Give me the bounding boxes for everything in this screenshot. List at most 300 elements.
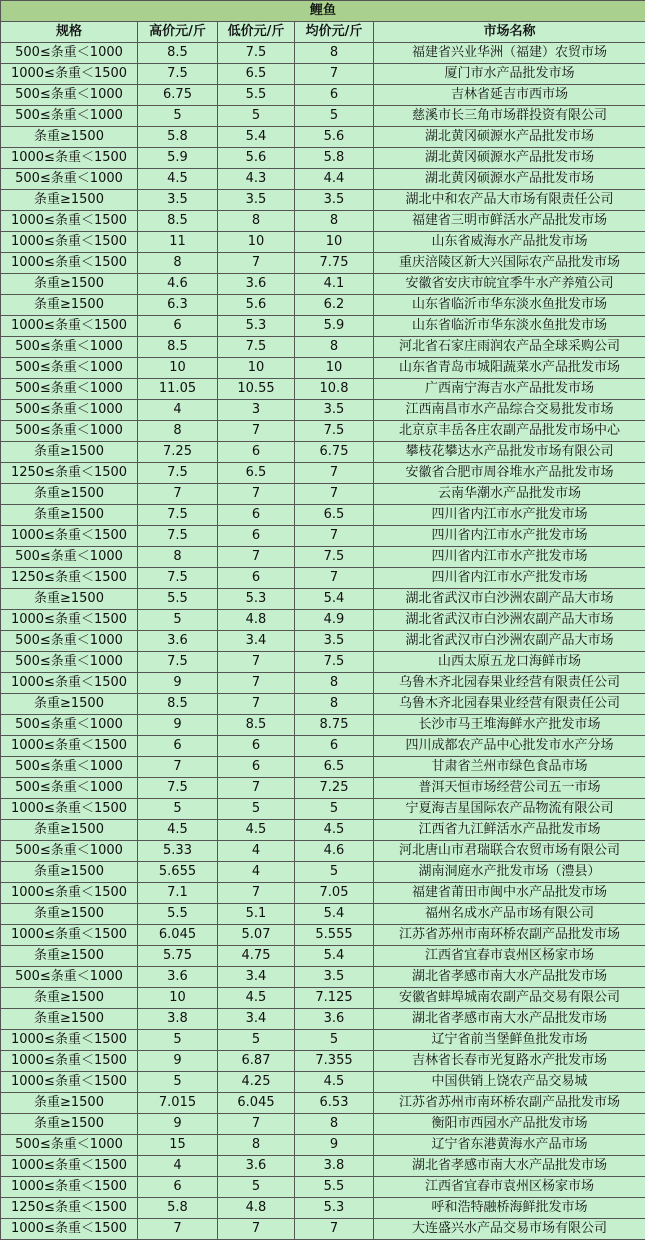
cell-high-price: 8: [138, 547, 218, 568]
cell-low-price: 7.5: [218, 43, 295, 64]
table-row: [1, 547, 645, 568]
cell-avg-price: 5.4: [295, 589, 374, 610]
cell-market-name: 乌鲁木齐北园春果业经营有限责任公司: [374, 694, 645, 715]
cell-avg-price: 5.4: [295, 946, 374, 967]
cell-avg-price: 7: [295, 484, 374, 505]
cell-spec: 500≤条重＜1000: [1, 652, 138, 673]
table-row: [1, 673, 645, 694]
cell-high-price: 8: [138, 253, 218, 274]
cell-avg-price: 8: [295, 211, 374, 232]
table-row: [1, 505, 645, 526]
cell-avg-price: 8: [295, 694, 374, 715]
cell-high-price: 5.5: [138, 904, 218, 925]
table-row: [1, 1114, 645, 1135]
table-row: [1, 1051, 645, 1072]
cell-high-price: 3.8: [138, 1009, 218, 1030]
cell-market-name: 福州名成水产品市场有限公司: [374, 904, 645, 925]
cell-avg-price: 5.5: [295, 1177, 374, 1198]
cell-market-name: 山东省临沂市华东淡水鱼批发市场: [374, 316, 645, 337]
cell-avg-price: 8: [295, 673, 374, 694]
cell-low-price: 6: [218, 736, 295, 757]
cell-avg-price: 6.5: [295, 505, 374, 526]
cell-avg-price: 5.555: [295, 925, 374, 946]
cell-avg-price: 6.2: [295, 295, 374, 316]
header-high-price: 高价元/斤: [138, 22, 218, 43]
cell-low-price: 5.3: [218, 589, 295, 610]
cell-high-price: 3.6: [138, 967, 218, 988]
table-row: [1, 463, 645, 484]
table-row: [1, 1156, 645, 1177]
cell-avg-price: 4.9: [295, 610, 374, 631]
cell-high-price: 9: [138, 1114, 218, 1135]
table-row: [1, 883, 645, 904]
cell-market-name: 安徽省蚌埠城南农副产品交易有限公司: [374, 988, 645, 1009]
cell-spec: 1000≤条重＜1500: [1, 925, 138, 946]
cell-avg-price: 5.6: [295, 127, 374, 148]
cell-high-price: 7.5: [138, 505, 218, 526]
cell-high-price: 4: [138, 400, 218, 421]
table-row: [1, 316, 645, 337]
cell-market-name: 辽宁省东港黄海水产品市场: [374, 1135, 645, 1156]
cell-spec: 条重≥1500: [1, 820, 138, 841]
cell-avg-price: 10: [295, 232, 374, 253]
cell-high-price: 7.25: [138, 442, 218, 463]
cell-low-price: 3: [218, 400, 295, 421]
table-row: [1, 904, 645, 925]
cell-high-price: 8.5: [138, 211, 218, 232]
cell-market-name: 河北唐山市君瑞联合农贸市场有限公司: [374, 841, 645, 862]
cell-high-price: 6.3: [138, 295, 218, 316]
cell-avg-price: 7.5: [295, 652, 374, 673]
cell-spec: 条重≥1500: [1, 127, 138, 148]
cell-market-name: 甘肃省兰州市绿色食品市场: [374, 757, 645, 778]
cell-spec: 500≤条重＜1000: [1, 358, 138, 379]
cell-spec: 条重≥1500: [1, 484, 138, 505]
table-row: [1, 1219, 645, 1240]
cell-high-price: 6.75: [138, 85, 218, 106]
cell-avg-price: 7: [295, 568, 374, 589]
table-row: [1, 631, 645, 652]
cell-low-price: 5: [218, 1030, 295, 1051]
table-row: [1, 148, 645, 169]
cell-high-price: 7.5: [138, 526, 218, 547]
cell-spec: 条重≥1500: [1, 505, 138, 526]
cell-high-price: 5: [138, 1072, 218, 1093]
cell-spec: 1000≤条重＜1500: [1, 1156, 138, 1177]
cell-low-price: 6: [218, 568, 295, 589]
cell-spec: 条重≥1500: [1, 274, 138, 295]
table-row: [1, 190, 645, 211]
cell-spec: 500≤条重＜1000: [1, 841, 138, 862]
cell-high-price: 5: [138, 1030, 218, 1051]
cell-market-name: 辽宁省前当堡鲜鱼批发市场: [374, 1030, 645, 1051]
cell-spec: 1000≤条重＜1500: [1, 1177, 138, 1198]
table-row: [1, 610, 645, 631]
cell-market-name: 江西省宜春市袁州区杨家市场: [374, 946, 645, 967]
cell-avg-price: 3.5: [295, 400, 374, 421]
cell-low-price: 5: [218, 1177, 295, 1198]
cell-avg-price: 4.5: [295, 820, 374, 841]
cell-avg-price: 7.25: [295, 778, 374, 799]
cell-low-price: 5.6: [218, 148, 295, 169]
table-row: [1, 526, 645, 547]
cell-spec: 500≤条重＜1000: [1, 43, 138, 64]
cell-spec: 1250≤条重＜1500: [1, 1198, 138, 1219]
cell-avg-price: 7: [295, 1219, 374, 1240]
cell-avg-price: 8: [295, 1114, 374, 1135]
cell-spec: 1000≤条重＜1500: [1, 736, 138, 757]
cell-spec: 条重≥1500: [1, 694, 138, 715]
cell-market-name: 江苏省苏州市南环桥农副产品批发市场: [374, 925, 645, 946]
cell-market-name: 山东省威海水产品批发市场: [374, 232, 645, 253]
cell-market-name: 吉林省延吉市西市场: [374, 85, 645, 106]
cell-high-price: 5.5: [138, 589, 218, 610]
table-row: [1, 274, 645, 295]
table-row: [1, 736, 645, 757]
cell-spec: 条重≥1500: [1, 442, 138, 463]
cell-market-name: 江西南昌市水产品综合交易批发市场: [374, 400, 645, 421]
cell-market-name: 宁夏海吉星国际农产品物流有限公司: [374, 799, 645, 820]
cell-avg-price: 7.75: [295, 253, 374, 274]
cell-low-price: 7: [218, 1114, 295, 1135]
cell-spec: 条重≥1500: [1, 1114, 138, 1135]
cell-spec: 条重≥1500: [1, 946, 138, 967]
cell-low-price: 6.87: [218, 1051, 295, 1072]
cell-high-price: 6: [138, 316, 218, 337]
cell-low-price: 5.1: [218, 904, 295, 925]
cell-avg-price: 9: [295, 1135, 374, 1156]
cell-spec: 1000≤条重＜1500: [1, 1051, 138, 1072]
cell-avg-price: 4.6: [295, 841, 374, 862]
cell-avg-price: 5.8: [295, 148, 374, 169]
cell-market-name: 厦门市水产品批发市场: [374, 64, 645, 85]
cell-low-price: 6.045: [218, 1093, 295, 1114]
cell-high-price: 5.655: [138, 862, 218, 883]
cell-avg-price: 8: [295, 337, 374, 358]
cell-spec: 1000≤条重＜1500: [1, 316, 138, 337]
table-row: [1, 484, 645, 505]
cell-avg-price: 6.53: [295, 1093, 374, 1114]
table-row: [1, 694, 645, 715]
cell-high-price: 5: [138, 106, 218, 127]
cell-high-price: 5.8: [138, 1198, 218, 1219]
cell-low-price: 7: [218, 1219, 295, 1240]
cell-avg-price: 6: [295, 85, 374, 106]
cell-low-price: 5: [218, 799, 295, 820]
cell-avg-price: 4.1: [295, 274, 374, 295]
cell-spec: 1000≤条重＜1500: [1, 64, 138, 85]
cell-market-name: 湖北省武汉市白沙洲农副产品大市场: [374, 631, 645, 652]
cell-spec: 1000≤条重＜1500: [1, 799, 138, 820]
header-spec: 规格: [1, 22, 138, 43]
cell-high-price: 5: [138, 610, 218, 631]
table-row: [1, 85, 645, 106]
table-row: [1, 379, 645, 400]
cell-spec: 500≤条重＜1000: [1, 106, 138, 127]
cell-market-name: 乌鲁木齐北园春果业经营有限责任公司: [374, 673, 645, 694]
cell-market-name: 福建省莆田市闽中水产品批发市场: [374, 883, 645, 904]
cell-market-name: 大连盛兴水产品交易市场有限公司: [374, 1219, 645, 1240]
cell-avg-price: 8: [295, 43, 374, 64]
cell-spec: 1000≤条重＜1500: [1, 883, 138, 904]
cell-low-price: 7: [218, 694, 295, 715]
cell-avg-price: 4.4: [295, 169, 374, 190]
table-row: [1, 778, 645, 799]
cell-low-price: 6: [218, 442, 295, 463]
table-row: [1, 862, 645, 883]
table-row: [1, 1198, 645, 1219]
cell-low-price: 4.75: [218, 946, 295, 967]
cell-market-name: 湖北省孝感市南大水产品批发市场: [374, 967, 645, 988]
cell-market-name: 湖北黄冈硕源水产品批发市场: [374, 169, 645, 190]
cell-market-name: 山东省临沂市华东淡水鱼批发市场: [374, 295, 645, 316]
cell-market-name: 湖北省武汉市白沙洲农副产品大市场: [374, 610, 645, 631]
cell-market-name: 福建省三明市鲜活水产品批发市场: [374, 211, 645, 232]
cell-high-price: 6: [138, 736, 218, 757]
cell-high-price: 10: [138, 358, 218, 379]
cell-high-price: 8.5: [138, 694, 218, 715]
table-row: [1, 337, 645, 358]
cell-low-price: 10: [218, 358, 295, 379]
cell-high-price: 9: [138, 673, 218, 694]
table-row: [1, 106, 645, 127]
cell-avg-price: 6.75: [295, 442, 374, 463]
cell-low-price: 3.4: [218, 631, 295, 652]
cell-market-name: 广西南宁海吉水产品批发市场: [374, 379, 645, 400]
cell-high-price: 5.8: [138, 127, 218, 148]
cell-low-price: 4.8: [218, 1198, 295, 1219]
cell-market-name: 四川省内江市水产批发市场: [374, 526, 645, 547]
cell-spec: 1000≤条重＜1500: [1, 253, 138, 274]
cell-avg-price: 3.8: [295, 1156, 374, 1177]
cell-low-price: 4.25: [218, 1072, 295, 1093]
cell-high-price: 8.5: [138, 43, 218, 64]
cell-avg-price: 6.5: [295, 757, 374, 778]
title-row: [1, 1, 645, 22]
cell-market-name: 河北省石家庄雨润农产品全球采购公司: [374, 337, 645, 358]
cell-low-price: 6.5: [218, 463, 295, 484]
cell-market-name: 湖北中和农产品大市场有限责任公司: [374, 190, 645, 211]
cell-spec: 500≤条重＜1000: [1, 715, 138, 736]
cell-spec: 1000≤条重＜1500: [1, 673, 138, 694]
cell-spec: 1000≤条重＜1500: [1, 526, 138, 547]
table-row: [1, 1177, 645, 1198]
cell-spec: 1000≤条重＜1500: [1, 1072, 138, 1093]
cell-high-price: 5.9: [138, 148, 218, 169]
cell-high-price: 7.5: [138, 568, 218, 589]
cell-spec: 条重≥1500: [1, 862, 138, 883]
cell-market-name: 山西太原五龙口海鲜市场: [374, 652, 645, 673]
cell-avg-price: 7.125: [295, 988, 374, 1009]
cell-market-name: 安徽省安庆市皖宜季牛水产养殖公司: [374, 274, 645, 295]
cell-avg-price: 4.5: [295, 1072, 374, 1093]
cell-market-name: 四川成都农产品中心批发市水产分场: [374, 736, 645, 757]
table-row: [1, 652, 645, 673]
table-row: [1, 358, 645, 379]
cell-avg-price: 5: [295, 106, 374, 127]
cell-spec: 条重≥1500: [1, 1009, 138, 1030]
table-row: [1, 820, 645, 841]
cell-low-price: 4.5: [218, 820, 295, 841]
cell-high-price: 4: [138, 1156, 218, 1177]
cell-low-price: 7: [218, 652, 295, 673]
cell-low-price: 4: [218, 862, 295, 883]
cell-market-name: 中国供销上饶农产品交易城: [374, 1072, 645, 1093]
cell-low-price: 3.4: [218, 967, 295, 988]
cell-high-price: 8.5: [138, 337, 218, 358]
cell-high-price: 4.6: [138, 274, 218, 295]
cell-high-price: 7.5: [138, 463, 218, 484]
cell-avg-price: 7.5: [295, 421, 374, 442]
cell-high-price: 7: [138, 757, 218, 778]
cell-low-price: 6: [218, 505, 295, 526]
table-title: 鲤鱼: [1, 1, 645, 22]
cell-low-price: 4.8: [218, 610, 295, 631]
cell-market-name: 慈溪市长三角市场群投资有限公司: [374, 106, 645, 127]
cell-market-name: 云南华潮水产品批发市场: [374, 484, 645, 505]
cell-low-price: 3.5: [218, 190, 295, 211]
cell-spec: 500≤条重＜1000: [1, 778, 138, 799]
cell-low-price: 8: [218, 211, 295, 232]
table-row: [1, 232, 645, 253]
table-row: [1, 211, 645, 232]
table-row: [1, 169, 645, 190]
cell-spec: 1000≤条重＜1500: [1, 1219, 138, 1240]
table-row: [1, 925, 645, 946]
cell-avg-price: 5.9: [295, 316, 374, 337]
cell-avg-price: 5.4: [295, 904, 374, 925]
cell-low-price: 7: [218, 673, 295, 694]
table-row: [1, 1135, 645, 1156]
cell-market-name: 长沙市马王堆海鲜水产批发市场: [374, 715, 645, 736]
cell-market-name: 衡阳市西园水产品批发市场: [374, 1114, 645, 1135]
cell-market-name: 湖北黄冈硕源水产品批发市场: [374, 148, 645, 169]
cell-low-price: 4.3: [218, 169, 295, 190]
cell-high-price: 6.045: [138, 925, 218, 946]
cell-low-price: 7: [218, 421, 295, 442]
table-row: [1, 253, 645, 274]
table-row: [1, 988, 645, 1009]
cell-market-name: 四川省内江市水产批发市场: [374, 505, 645, 526]
cell-low-price: 8.5: [218, 715, 295, 736]
cell-avg-price: 3.5: [295, 190, 374, 211]
cell-spec: 500≤条重＜1000: [1, 631, 138, 652]
cell-high-price: 7.1: [138, 883, 218, 904]
cell-spec: 条重≥1500: [1, 589, 138, 610]
cell-market-name: 普洱天恒市场经营公司五一市场: [374, 778, 645, 799]
table-row: [1, 589, 645, 610]
table-row: [1, 127, 645, 148]
cell-avg-price: 5: [295, 799, 374, 820]
cell-avg-price: 7.05: [295, 883, 374, 904]
cell-market-name: 四川省内江市水产批发市场: [374, 547, 645, 568]
cell-market-name: 湖北省孝感市南大水产品批发市场: [374, 1156, 645, 1177]
cell-avg-price: 8.75: [295, 715, 374, 736]
cell-spec: 500≤条重＜1000: [1, 757, 138, 778]
cell-high-price: 7.5: [138, 64, 218, 85]
cell-market-name: 重庆涪陵区新大兴国际农产品批发市场: [374, 253, 645, 274]
table-row: [1, 421, 645, 442]
cell-low-price: 5.3: [218, 316, 295, 337]
table-row: [1, 64, 645, 85]
cell-avg-price: 10.8: [295, 379, 374, 400]
cell-high-price: 15: [138, 1135, 218, 1156]
cell-spec: 1250≤条重＜1500: [1, 463, 138, 484]
cell-spec: 1000≤条重＜1500: [1, 1030, 138, 1051]
cell-low-price: 5.4: [218, 127, 295, 148]
header-low-price: 低价元/斤: [218, 22, 295, 43]
cell-avg-price: 3.6: [295, 1009, 374, 1030]
cell-low-price: 10.55: [218, 379, 295, 400]
table-row: [1, 400, 645, 421]
cell-spec: 1250≤条重＜1500: [1, 568, 138, 589]
header-market-name: 市场名称: [374, 22, 645, 43]
table-row: [1, 841, 645, 862]
cell-avg-price: 10: [295, 358, 374, 379]
cell-high-price: 11: [138, 232, 218, 253]
cell-low-price: 7: [218, 883, 295, 904]
cell-avg-price: 6: [295, 736, 374, 757]
cell-high-price: 11.05: [138, 379, 218, 400]
cell-spec: 1000≤条重＜1500: [1, 148, 138, 169]
cell-low-price: 6: [218, 526, 295, 547]
cell-high-price: 10: [138, 988, 218, 1009]
cell-avg-price: 7: [295, 463, 374, 484]
cell-market-name: 湖北省孝感市南大水产品批发市场: [374, 1009, 645, 1030]
cell-spec: 500≤条重＜1000: [1, 547, 138, 568]
cell-market-name: 安徽省合肥市周谷堆水产品批发市场: [374, 463, 645, 484]
cell-spec: 500≤条重＜1000: [1, 85, 138, 106]
cell-spec: 500≤条重＜1000: [1, 400, 138, 421]
table-row: [1, 1009, 645, 1030]
cell-low-price: 6: [218, 757, 295, 778]
cell-high-price: 5.75: [138, 946, 218, 967]
cell-market-name: 吉林省长春市光复路水产批发市场: [374, 1051, 645, 1072]
cell-spec: 500≤条重＜1000: [1, 169, 138, 190]
cell-low-price: 7: [218, 547, 295, 568]
cell-low-price: 5.07: [218, 925, 295, 946]
cell-market-name: 江苏省苏州市南环桥农副产品批发市场: [374, 1093, 645, 1114]
cell-avg-price: 3.5: [295, 967, 374, 988]
cell-spec: 500≤条重＜1000: [1, 967, 138, 988]
table-row: [1, 1093, 645, 1114]
cell-high-price: 7.5: [138, 652, 218, 673]
table-row: [1, 1030, 645, 1051]
cell-avg-price: 5: [295, 862, 374, 883]
cell-spec: 500≤条重＜1000: [1, 337, 138, 358]
cell-avg-price: 5: [295, 1030, 374, 1051]
cell-avg-price: 7: [295, 64, 374, 85]
cell-spec: 1000≤条重＜1500: [1, 232, 138, 253]
cell-high-price: 7.015: [138, 1093, 218, 1114]
cell-low-price: 4.5: [218, 988, 295, 1009]
cell-market-name: 四川省内江市水产批发市场: [374, 568, 645, 589]
cell-high-price: 7: [138, 484, 218, 505]
cell-market-name: 呼和浩特融桥海鲜批发市场: [374, 1198, 645, 1219]
table-row: [1, 946, 645, 967]
cell-high-price: 5.33: [138, 841, 218, 862]
cell-high-price: 9: [138, 1051, 218, 1072]
cell-avg-price: 3.5: [295, 631, 374, 652]
table-row: [1, 568, 645, 589]
cell-market-name: 湖北省武汉市白沙洲农副产品大市场: [374, 589, 645, 610]
table-row: [1, 442, 645, 463]
cell-spec: 500≤条重＜1000: [1, 1135, 138, 1156]
cell-high-price: 7: [138, 1219, 218, 1240]
cell-low-price: 4: [218, 841, 295, 862]
cell-market-name: 江西省九江鲜活水产品批发市场: [374, 820, 645, 841]
cell-low-price: 10: [218, 232, 295, 253]
